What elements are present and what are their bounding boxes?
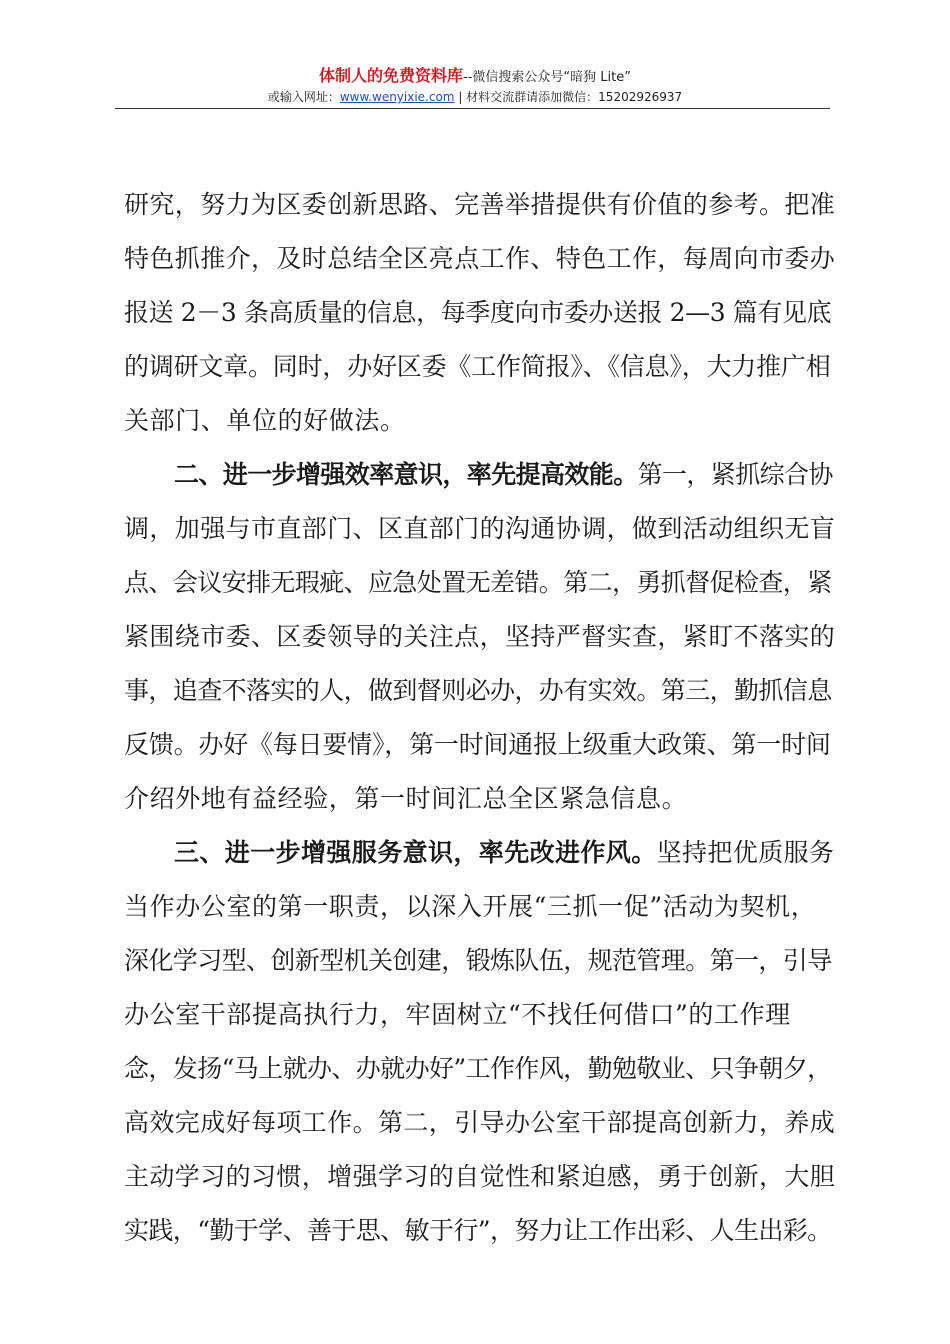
wechat-hint: --微信搜索公众号“暗狗 Lite” bbox=[463, 70, 631, 85]
text-line: 实践，“勤于学、善于思、敏于行”，努力让工作出彩、人生出彩。 bbox=[124, 1216, 832, 1245]
text-line: 反馈。办好《每日要情》，第一时间通报上级重大政策、第一时间 bbox=[124, 730, 831, 759]
text-line: 调，加强与市直部门、区直部门的沟通协调，做到活动组织无盲 bbox=[124, 514, 836, 543]
text-line: 研究，努力为区委创新思路、完善举措提供有价值的参考。把准 bbox=[124, 190, 836, 219]
section-heading-line: 三、进一步增强服务意识，率先改进作风。坚持把优质服务 bbox=[174, 838, 835, 867]
text-line: 介绍外地有益经验，第一时间汇总全区紧急信息。 bbox=[124, 784, 688, 813]
section-heading-line: 二、进一步增强效率意识，率先提高效能。第一，紧抓综合协 bbox=[174, 460, 833, 489]
text-line: 特色抓推介，及时总结全区亮点工作、特色工作，每周向市委办 bbox=[124, 244, 836, 273]
text-line: 事，追查不落实的人，做到督则必办，办有实效。第三，勤抓信息 bbox=[124, 676, 832, 705]
brand-title: 体制人的免费资料库 bbox=[319, 66, 464, 85]
text-line: 的调研文章。同时，办好区委《工作简报》、《信息》，大力推广相 bbox=[124, 352, 831, 381]
header-title-line bbox=[0, 66, 950, 88]
section-heading: 三、进一步增强服务意识，率先改进作风。 bbox=[174, 838, 657, 867]
text-line: 关部门、单位的好做法。 bbox=[124, 406, 406, 435]
url-prefix: 或输入网址： bbox=[267, 90, 340, 104]
text-line: 念，发扬“马上就办、办就办好”工作作风，勤勉敬业、只争朝夕， bbox=[124, 1054, 832, 1083]
section-heading: 二、进一步增强效率意识，率先提高效能。 bbox=[174, 460, 638, 489]
text-line: 报送 2－3 条高质量的信息，每季度向市委办送报 2—3 篇有见底 bbox=[124, 298, 832, 327]
text-line: 深化学习型、创新型机关创建，锻炼队伍，规范管理。第一，引导 bbox=[124, 946, 832, 975]
text-line: 办公室干部提高执行力，牢固树立“不找任何借口”的工作理 bbox=[124, 1000, 791, 1029]
text-line: 紧围绕市委、区委领导的关注点，坚持严督实查，紧盯不落实的 bbox=[124, 622, 836, 651]
text-line: 当作办公室的第一职责，以深入开展“三抓一促”活动为契机， bbox=[124, 892, 817, 921]
document-body bbox=[124, 178, 836, 1258]
website-link[interactable]: www.wenyixie.com bbox=[339, 90, 455, 104]
text-line: 高效完成好每项工作。第二，引导办公室干部提高创新力，养成 bbox=[124, 1108, 836, 1137]
text-line: 点、会议安排无瑕疵、应急处置无差错。第二，勇抓督促检查，紧 bbox=[124, 568, 832, 597]
header-contact-line bbox=[0, 88, 950, 106]
page-header bbox=[0, 66, 950, 106]
text-line: 主动学习的习惯，增强学习的自觉性和紧迫感，勇于创新，大胆 bbox=[124, 1162, 836, 1191]
header-divider bbox=[115, 108, 830, 109]
contact-info: | 材料交流群请添加微信：15202926937 bbox=[454, 90, 683, 104]
